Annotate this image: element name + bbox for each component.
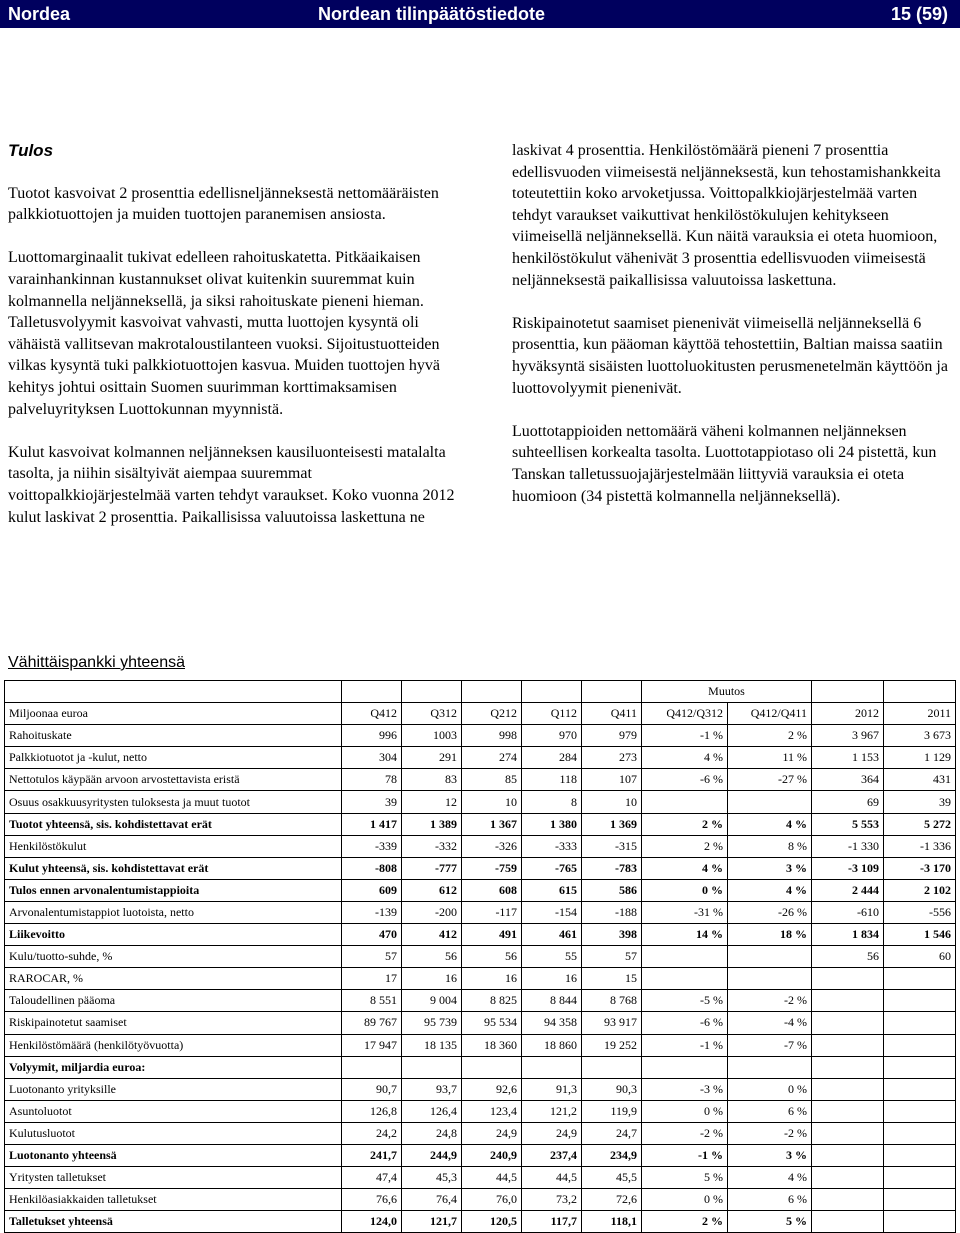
left-paragraph-1: Tuotot kasvoivat 2 prosenttia edellisneljänneksestä nettomääräisten palkkiotuottojen ja muiden tuottojen paranemisen ansiosta. xyxy=(8,184,439,224)
table-cell: 234,9 xyxy=(582,1144,642,1166)
table-row xyxy=(5,1189,956,1211)
table-row xyxy=(5,968,956,990)
row-label: Tulos ennen arvonalentumistappioita xyxy=(5,879,342,901)
table-cell: -3 170 xyxy=(884,857,956,879)
table-cell: 76,4 xyxy=(402,1189,462,1211)
table-cell: -777 xyxy=(402,857,462,879)
table-cell: -610 xyxy=(812,901,884,923)
table-cell: 237,4 xyxy=(522,1144,582,1166)
table-cell xyxy=(342,1056,402,1078)
table-cell: 126,8 xyxy=(342,1100,402,1122)
table-cell: 0 % xyxy=(728,1078,812,1100)
table-cell: 1 153 xyxy=(812,747,884,769)
table-cell xyxy=(884,1144,956,1166)
table-cell: 16 xyxy=(402,968,462,990)
table-cell: 12 xyxy=(402,791,462,813)
table-cell: -3 % xyxy=(642,1078,728,1100)
table-cell: 24,8 xyxy=(402,1122,462,1144)
table-cell: -556 xyxy=(884,901,956,923)
table-cell xyxy=(812,1034,884,1056)
row-label: Luotonanto yrityksille xyxy=(5,1078,342,1100)
table-cell: 3 % xyxy=(728,1144,812,1166)
table-cell xyxy=(812,1122,884,1144)
table-cell: 69 xyxy=(812,791,884,813)
table-cell: 609 xyxy=(342,879,402,901)
table-cell: -188 xyxy=(582,901,642,923)
table-cell xyxy=(642,791,728,813)
column-header: Q112 xyxy=(522,703,582,725)
muutos-label: Muutos xyxy=(642,681,812,703)
table-cell: 95 739 xyxy=(402,1012,462,1034)
table-cell: 120,5 xyxy=(462,1211,522,1233)
table-cell: 2 % xyxy=(642,813,728,835)
table-cell: 9 004 xyxy=(402,990,462,1012)
table-cell: 273 xyxy=(582,747,642,769)
table-cell: 76,0 xyxy=(462,1189,522,1211)
row-label: Henkilöasiakkaiden talletukset xyxy=(5,1189,342,1211)
row-label: RAROCAR, % xyxy=(5,968,342,990)
table-cell: 118 xyxy=(522,769,582,791)
table-row xyxy=(5,879,956,901)
column-header: Q212 xyxy=(462,703,522,725)
table-cell: 10 xyxy=(462,791,522,813)
table-cell xyxy=(812,990,884,1012)
table-cell: -5 % xyxy=(642,990,728,1012)
table-cell: 85 xyxy=(462,769,522,791)
right-paragraph-2: Riskipainotetut saamiset pienenivät viimeisellä neljänneksellä 6 prosenttia, kun pääoman käyttöä tehostettiin, Baltian maissa saatiin hyväksyntä sisäisten luottoluokitusten perusmenetelmän käyttöön ja luottovolyymit pienenivät. xyxy=(512,314,948,397)
table-cell: 3 673 xyxy=(884,725,956,747)
page-header xyxy=(0,0,960,28)
row-label: Yritysten talletukset xyxy=(5,1167,342,1189)
table-cell: -2 % xyxy=(642,1122,728,1144)
row-label: Kulutusluotot xyxy=(5,1122,342,1144)
table-cell xyxy=(884,1122,956,1144)
table-row xyxy=(5,769,956,791)
left-column xyxy=(8,140,468,550)
row-label: Arvonalentumistappiot luotoista, netto xyxy=(5,901,342,923)
table-cell: 2 % xyxy=(728,725,812,747)
table-cell: 17 947 xyxy=(342,1034,402,1056)
table-cell: 5 553 xyxy=(812,813,884,835)
table-cell: 57 xyxy=(582,946,642,968)
table-cell: 1 129 xyxy=(884,747,956,769)
table-cell: 2 102 xyxy=(884,879,956,901)
table-cell: 0 % xyxy=(642,1189,728,1211)
table-row xyxy=(5,924,956,946)
table-cell xyxy=(642,946,728,968)
row-label: Liikevoitto xyxy=(5,924,342,946)
table-cell: 291 xyxy=(402,747,462,769)
table-cell: 39 xyxy=(884,791,956,813)
table-cell: 60 xyxy=(884,946,956,968)
table-cell: 56 xyxy=(402,946,462,968)
table-cell: 45,3 xyxy=(402,1167,462,1189)
table-cell: -117 xyxy=(462,901,522,923)
table-cell: 998 xyxy=(462,725,522,747)
table-cell: -7 % xyxy=(728,1034,812,1056)
table-cell: 14 % xyxy=(642,924,728,946)
table-row xyxy=(5,990,956,1012)
table-cell: 4 % xyxy=(728,813,812,835)
table-cell: 15 xyxy=(582,968,642,990)
table-cell: 4 % xyxy=(642,857,728,879)
table-cell: -6 % xyxy=(642,1012,728,1034)
table-cell: 240,9 xyxy=(462,1144,522,1166)
table-cell: 121,7 xyxy=(402,1211,462,1233)
table-row xyxy=(5,1122,956,1144)
table-row xyxy=(5,747,956,769)
table-cell: -1 % xyxy=(642,725,728,747)
table-cell: 18 860 xyxy=(522,1034,582,1056)
table-cell xyxy=(402,1056,462,1078)
table-cell: 39 xyxy=(342,791,402,813)
table-cell: 83 xyxy=(402,769,462,791)
table-cell: 304 xyxy=(342,747,402,769)
table-cell: 6 % xyxy=(728,1189,812,1211)
document-title: Nordean tilinpäätöstiedote xyxy=(318,4,546,24)
table-cell: 615 xyxy=(522,879,582,901)
column-header: Q412 xyxy=(342,703,402,725)
right-column xyxy=(512,140,952,529)
table-cell: -326 xyxy=(462,835,522,857)
row-label: Kulu/tuotto-suhde, % xyxy=(5,946,342,968)
table-cell: 118,1 xyxy=(582,1211,642,1233)
column-header: 2011 xyxy=(884,703,956,725)
table-cell xyxy=(728,791,812,813)
column-header-row xyxy=(5,703,956,725)
table-cell: 970 xyxy=(522,725,582,747)
table-cell: 89 767 xyxy=(342,1012,402,1034)
table-row xyxy=(5,946,956,968)
table-cell: 5 % xyxy=(728,1211,812,1233)
table-cell: 93,7 xyxy=(402,1078,462,1100)
table-cell: 56 xyxy=(812,946,884,968)
table-cell: 241,7 xyxy=(342,1144,402,1166)
table-cell: 94 358 xyxy=(522,1012,582,1034)
table-row xyxy=(5,1012,956,1034)
table-cell xyxy=(462,1056,522,1078)
table-cell: 124,0 xyxy=(342,1211,402,1233)
column-header: Q411 xyxy=(582,703,642,725)
table-cell: 95 534 xyxy=(462,1012,522,1034)
table-cell: 461 xyxy=(522,924,582,946)
table-cell: 470 xyxy=(342,924,402,946)
row-label: Palkkiotuotot ja -kulut, netto xyxy=(5,747,342,769)
table-cell xyxy=(884,1034,956,1056)
table-cell: 56 xyxy=(462,946,522,968)
table-cell: 1 417 xyxy=(342,813,402,835)
table-row xyxy=(5,901,956,923)
table-cell: 431 xyxy=(884,769,956,791)
table-cell: 44,5 xyxy=(462,1167,522,1189)
financial-table xyxy=(4,680,956,1233)
table-cell: 8 551 xyxy=(342,990,402,1012)
table-cell xyxy=(642,1056,728,1078)
table-cell xyxy=(812,1100,884,1122)
table-cell: -333 xyxy=(522,835,582,857)
table-cell: 1 389 xyxy=(402,813,462,835)
table-cell: 44,5 xyxy=(522,1167,582,1189)
table-cell: 91,3 xyxy=(522,1078,582,1100)
table-cell: -783 xyxy=(582,857,642,879)
table-cell: 90,7 xyxy=(342,1078,402,1100)
table-cell xyxy=(812,1012,884,1034)
table-cell: 76,6 xyxy=(342,1189,402,1211)
table-cell xyxy=(812,1189,884,1211)
table-cell: 18 360 xyxy=(462,1034,522,1056)
table-cell: -808 xyxy=(342,857,402,879)
table-cell: 1 834 xyxy=(812,924,884,946)
table-cell xyxy=(522,1056,582,1078)
left-paragraph-2: Luottomarginaalit tukivat edelleen rahoituskatetta. Pitkäaikaisen varainhankinnan kustannukset olivat kuitenkin suuremmat kuin kolmannella neljänneksellä, ja siksi rahoituskate pieneni hieman. Talletusvolyymit kasvoivat vahvasti, mutta luottojen kysyntä oli vähäistä vallitsevan makrotaloustilanteen vuoksi. Sijoitustuotteiden vilkas kysyntä tuki palkkiotuottojen kasvua. Muiden tuottojen hyvä kehitys johtui osittain Suomen suurimman korttimaksamisen palveluyrityksen Luottokunnan myynnistä. xyxy=(8,249,440,418)
table-cell: 284 xyxy=(522,747,582,769)
table-cell xyxy=(884,968,956,990)
table-cell: 107 xyxy=(582,769,642,791)
table-row xyxy=(5,857,956,879)
table-row xyxy=(5,1211,956,1233)
brand-name: Nordea xyxy=(8,4,71,24)
table-cell xyxy=(728,946,812,968)
row-label: Nettotulos käypään arvoon arvostettavista eristä xyxy=(5,769,342,791)
table-cell: 412 xyxy=(402,924,462,946)
table-cell xyxy=(812,968,884,990)
table-cell: 123,4 xyxy=(462,1100,522,1122)
table-cell: 73,2 xyxy=(522,1189,582,1211)
table-cell: -315 xyxy=(582,835,642,857)
table-cell: 24,7 xyxy=(582,1122,642,1144)
table-cell: -27 % xyxy=(728,769,812,791)
column-header: Q412/Q312 xyxy=(642,703,728,725)
table-cell: -139 xyxy=(342,901,402,923)
table-cell: 5 272 xyxy=(884,813,956,835)
table-cell: 5 % xyxy=(642,1167,728,1189)
table-cell: 2 444 xyxy=(812,879,884,901)
table-cell: 18 135 xyxy=(402,1034,462,1056)
table-cell: 979 xyxy=(582,725,642,747)
table-cell: 92,6 xyxy=(462,1078,522,1100)
table-cell: 608 xyxy=(462,879,522,901)
table-cell xyxy=(728,1056,812,1078)
table-cell: 364 xyxy=(812,769,884,791)
row-label: Luotonanto yhteensä xyxy=(5,1144,342,1166)
row-label: Taloudellinen pääoma xyxy=(5,990,342,1012)
table-cell: 1003 xyxy=(402,725,462,747)
row-label: Kulut yhteensä, sis. kohdistettavat erät xyxy=(5,857,342,879)
row-label: Tuotot yhteensä, sis. kohdistettavat erät xyxy=(5,813,342,835)
table-cell: -26 % xyxy=(728,901,812,923)
table-row xyxy=(5,1167,956,1189)
table-cell: 117,7 xyxy=(522,1211,582,1233)
table-cell: 24,9 xyxy=(462,1122,522,1144)
table-cell xyxy=(642,968,728,990)
right-paragraph-1: laskivat 4 prosenttia. Henkilöstömäärä pieneni 7 prosenttia edellisvuoden viimeisestä neljänneksestä, kun tehostamishankkeita toteutettiin koko arvoketjussa. Voittopalkkiojärjestelmää varten tehdyt varaukset vaikuttivat henkilöstökulujen kehitykseen viimeisellä neljänneksellä. Kun näitä varauksia ei oteta huomioon, henkilöstökulut vähenivät 3 prosenttia edellisvuoden viimeisestä neljänneksestä paikallisissa valuutoissa laskettuna. xyxy=(512,142,941,289)
table-cell: 0 % xyxy=(642,879,728,901)
table-row xyxy=(5,791,956,813)
table-cell: 2 % xyxy=(642,1211,728,1233)
table-cell: 17 xyxy=(342,968,402,990)
table-row xyxy=(5,725,956,747)
table-row xyxy=(5,835,956,857)
right-paragraph-3: Luottotappioiden nettomäärä väheni kolmannen neljänneksen suhteellisen korkealta tasolta. Luottotappiotaso oli 24 pistettä, kun Tanskan talletussuojajärjestelmään liittyviä varauksia ei oteta huomioon (34 pistettä kolmannella neljänneksellä). xyxy=(512,422,937,505)
table-cell: 996 xyxy=(342,725,402,747)
table-cell xyxy=(884,1167,956,1189)
table-cell: 93 917 xyxy=(582,1012,642,1034)
table-cell: 18 % xyxy=(728,924,812,946)
table-cell: -154 xyxy=(522,901,582,923)
table-cell: 4 % xyxy=(642,747,728,769)
table-cell: 24,9 xyxy=(522,1122,582,1144)
table-cell: -3 109 xyxy=(812,857,884,879)
table-row xyxy=(5,813,956,835)
table-cell: 16 xyxy=(522,968,582,990)
table-cell: 3 967 xyxy=(812,725,884,747)
table-cell: -200 xyxy=(402,901,462,923)
table-cell: 244,9 xyxy=(402,1144,462,1166)
table-cell: 2 % xyxy=(642,835,728,857)
table-cell: 78 xyxy=(342,769,402,791)
left-paragraph-3: Kulut kasvoivat kolmannen neljänneksen kausiluonteisesti matalalta tasolta, ja niihin sisältyivät aiempaa suuremmat voittopalkkiojärjestelmää varten tehdyt varaukset. Koko vuonna 2012 kulut laskivat 2 prosenttia. Paikallisissa valuutoissa laskettuna ne xyxy=(8,443,455,526)
row-label: Asuntoluotot xyxy=(5,1100,342,1122)
table-cell: 24,2 xyxy=(342,1122,402,1144)
page-number: 15 (59) xyxy=(890,4,948,24)
table-cell xyxy=(884,990,956,1012)
table-cell: 8 825 xyxy=(462,990,522,1012)
table-cell xyxy=(812,1078,884,1100)
table-row xyxy=(5,1034,956,1056)
row-label: Osuus osakkuusyritysten tuloksesta ja muut tuotot xyxy=(5,791,342,813)
table-row xyxy=(5,1100,956,1122)
table-cell: 1 369 xyxy=(582,813,642,835)
table-cell: 8 xyxy=(522,791,582,813)
table-cell xyxy=(884,1078,956,1100)
table-cell: 3 % xyxy=(728,857,812,879)
table-cell: 72,6 xyxy=(582,1189,642,1211)
table-cell xyxy=(884,1012,956,1034)
table-cell: 45,5 xyxy=(582,1167,642,1189)
table-cell: 586 xyxy=(582,879,642,901)
table-row xyxy=(5,1144,956,1166)
row-label: Rahoituskate xyxy=(5,725,342,747)
table-cell: -2 % xyxy=(728,1122,812,1144)
table-cell: -765 xyxy=(522,857,582,879)
table-cell: 612 xyxy=(402,879,462,901)
table-cell: -1 % xyxy=(642,1144,728,1166)
row-label: Riskipainotetut saamiset xyxy=(5,1012,342,1034)
table-cell: -31 % xyxy=(642,901,728,923)
table-cell: 16 xyxy=(462,968,522,990)
table-cell: -6 % xyxy=(642,769,728,791)
table-cell: -332 xyxy=(402,835,462,857)
table-title: Vähittäispankki yhteensä xyxy=(8,654,185,671)
table-cell xyxy=(884,1056,956,1078)
table-cell: 119,9 xyxy=(582,1100,642,1122)
table-cell: -759 xyxy=(462,857,522,879)
table-cell xyxy=(812,1167,884,1189)
table-cell: 274 xyxy=(462,747,522,769)
row-label: Henkilöstökulut xyxy=(5,835,342,857)
table-cell: 1 546 xyxy=(884,924,956,946)
table-cell: -339 xyxy=(342,835,402,857)
table-cell: -1 336 xyxy=(884,835,956,857)
table-cell: 0 % xyxy=(642,1100,728,1122)
section-title: Tulos xyxy=(8,141,54,160)
table-cell: 19 252 xyxy=(582,1034,642,1056)
table-cell: 55 xyxy=(522,946,582,968)
table-cell: 126,4 xyxy=(402,1100,462,1122)
row-label: Henkilöstömäärä (henkilötyövuotta) xyxy=(5,1034,342,1056)
table-cell: 398 xyxy=(582,924,642,946)
table-cell: -1 % xyxy=(642,1034,728,1056)
row-label: Volyymit, miljardia euroa: xyxy=(5,1056,342,1078)
table-cell: 47,4 xyxy=(342,1167,402,1189)
table-cell: -4 % xyxy=(728,1012,812,1034)
table-row xyxy=(5,1078,956,1100)
table-cell: 4 % xyxy=(728,1167,812,1189)
table-cell: 1 380 xyxy=(522,813,582,835)
row-label: Talletukset yhteensä xyxy=(5,1211,342,1233)
table-cell xyxy=(812,1056,884,1078)
table-cell xyxy=(884,1211,956,1233)
table-row xyxy=(5,1056,956,1078)
table-cell: 10 xyxy=(582,791,642,813)
table-cell: 11 % xyxy=(728,747,812,769)
table-cell xyxy=(582,1056,642,1078)
table-cell: 6 % xyxy=(728,1100,812,1122)
column-header: Miljoonaa euroa xyxy=(5,703,342,725)
table-cell: 8 % xyxy=(728,835,812,857)
column-header: Q412/Q411 xyxy=(728,703,812,725)
column-header: Q312 xyxy=(402,703,462,725)
table-cell xyxy=(812,1211,884,1233)
table-cell xyxy=(728,968,812,990)
table-cell: 491 xyxy=(462,924,522,946)
table-cell: 8 768 xyxy=(582,990,642,1012)
table-cell xyxy=(812,1144,884,1166)
table-cell xyxy=(884,1100,956,1122)
table-cell: 57 xyxy=(342,946,402,968)
table-cell: 121,2 xyxy=(522,1100,582,1122)
table-cell: -1 330 xyxy=(812,835,884,857)
table-cell: 4 % xyxy=(728,879,812,901)
muutos-header-row xyxy=(5,681,956,703)
table-cell: 8 844 xyxy=(522,990,582,1012)
column-header: 2012 xyxy=(812,703,884,725)
table-cell: 90,3 xyxy=(582,1078,642,1100)
table-cell xyxy=(884,1189,956,1211)
table-cell: 1 367 xyxy=(462,813,522,835)
table-cell: -2 % xyxy=(728,990,812,1012)
